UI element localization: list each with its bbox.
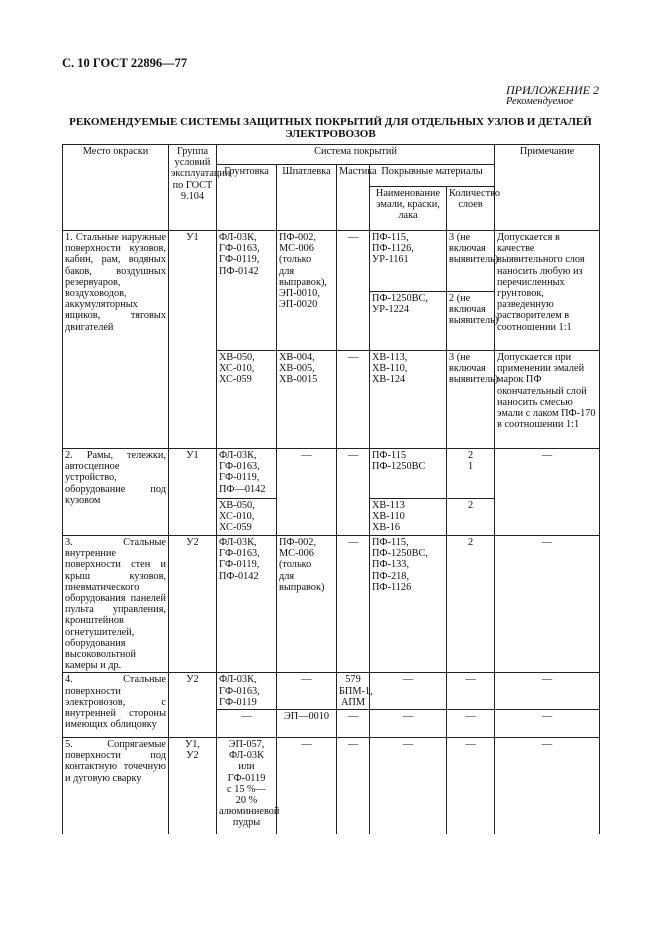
row3-putty: ПФ-002, МС-006 (только для выправок) (277, 536, 337, 673)
row3-enamel: ПФ-115, ПФ-1250ВС, ПФ-133, ПФ-218, ПФ-1126 (370, 536, 447, 673)
title-line-1: РЕКОМЕНДУЕМЫЕ СИСТЕМЫ ЗАЩИТНЫХ ПОКРЫТИЙ ДЛЯ ОТДЕЛЬНЫХ УЗЛОВ И ДЕТАЛЕЙ (69, 116, 592, 128)
appendix-subtitle: Рекомендуемое (506, 96, 574, 107)
row2-layers-a: 2 1 (447, 449, 495, 499)
header-enamel-name: Наименование эмали, краски, лака (370, 187, 447, 231)
row4-putty: — (277, 673, 337, 710)
row4-primer: ФЛ-03К, ГФ-0163, ГФ-0119 (217, 673, 277, 710)
row4-mastic-b: — (337, 710, 370, 738)
row4-enamel-b: — (370, 710, 447, 738)
row1-layers-a1: 3 (не включая выявитель) (447, 231, 495, 292)
row5-putty: — (277, 738, 337, 834)
header-layers: Количество слоев (447, 187, 495, 231)
row3-primer: ФЛ-03К, ГФ-0163, ГФ-0119, ПФ-0142 (217, 536, 277, 673)
row5-enamel: — (370, 738, 447, 834)
header-place: Место окраски (63, 145, 169, 231)
row1-group: У1 (169, 231, 217, 449)
row4-putty-b: ЭП—0010 (277, 710, 337, 738)
row5-note: — (495, 738, 600, 834)
row1-note-2: Допускается при применении эмалей марок ПФ окончательный слой наносить смесью эмали с лаком ПФ-170 в соотношении 1:1 (495, 351, 600, 449)
row1-putty-b: ХВ-004, ХВ-005, ХВ-0015 (277, 351, 337, 449)
row2-note: — (495, 449, 600, 536)
row3-place: 3. Стальные внутренние поверхности стен и крыш кузовов, пневматического оборудования панелей пульта управления, кронштейнов огнетушителей, оборудования высоковольтной камеры и др. (63, 536, 169, 673)
row2-primer-a: ФЛ-03К, ГФ-0163, ГФ-0119, ПФ—0142 (217, 449, 277, 499)
row3-note: — (495, 536, 600, 673)
row1-layers-a2: 2 (не включая выявитель) (447, 292, 495, 351)
row5-group: У1, У2 (169, 738, 217, 834)
row3-layers: 2 (447, 536, 495, 673)
row4-layers: — (447, 673, 495, 710)
row5-place: 5. Сопрягаемые поверхности под контактную точечную и дуговую сварку (63, 738, 169, 834)
row4-note-b: — (495, 710, 600, 738)
row1-enamel-a1: ПФ-115, ПФ-1126, УР-1161 (370, 231, 447, 292)
header-mastic: Мастика (337, 165, 370, 231)
row4-group: У2 (169, 673, 217, 738)
row2-primer-b: ХВ-050, ХС-010, ХС-059 (217, 499, 277, 536)
coatings-table (62, 144, 600, 834)
row2-group: У1 (169, 449, 217, 536)
row1-primer-a: ФЛ-03К, ГФ-0163, ГФ-0119, ПФ-0142 (217, 231, 277, 351)
row2-layers-b: 2 (447, 499, 495, 536)
title-line-2: ЭЛЕКТРОВОЗОВ (285, 128, 376, 140)
header-putty: Шпатлевка (277, 165, 337, 231)
row1-place: 1. Стальные наружные поверхности кузовов, кабин, рам, водяных баков, воздушных резервуаров, воздуховодов, аккумуляторных ящиков, тяговых двигателей (63, 231, 169, 449)
row2-place: 2. Рамы, тележки, автосцепное устройство, оборудование под кузовом (63, 449, 169, 536)
row1-layers-b: 3 (не включая выявитель) (447, 351, 495, 449)
row5-layers: — (447, 738, 495, 834)
row1-mastic-b: — (337, 351, 370, 449)
row5-mastic: — (337, 738, 370, 834)
row4-primer-b: — (217, 710, 277, 738)
header-coating: Покрывные материалы (370, 165, 495, 187)
row4-note: — (495, 673, 600, 710)
row4-place: 4. Стальные поверхности электровозов, с внутренней стороны имеющих облицовку (63, 673, 169, 738)
appendix-label (506, 85, 599, 107)
row4-mastic: 579 БПМ-1, АПМ (337, 673, 370, 710)
header-group: Группа условий эксплуатации по ГОСТ 9.104 (169, 145, 217, 231)
row1-mastic-a: — (337, 231, 370, 351)
header-system: Система покрытий (217, 145, 495, 165)
appendix-title: ПРИЛОЖЕНИЕ 2 (506, 83, 599, 97)
document-title (62, 116, 599, 140)
row2-enamel-b: ХВ-113 ХВ-110 ХВ-16 (370, 499, 447, 536)
row2-mastic: — (337, 449, 370, 536)
row1-putty-a: ПФ-002, МС-006 (только для выправок), ЭП-0010, ЭП-0020 (277, 231, 337, 351)
row3-group: У2 (169, 536, 217, 673)
row4-layers-b: — (447, 710, 495, 738)
row4-enamel: — (370, 673, 447, 710)
header-primer: Грунтовка (217, 165, 277, 231)
row2-enamel-a: ПФ-115 ПФ-1250ВС (370, 449, 447, 499)
row1-primer-b: ХВ-050, ХС-010, ХС-059 (217, 351, 277, 449)
row1-enamel-a2: ПФ-1250ВС, УР-1224 (370, 292, 447, 351)
page-header: С. 10 ГОСТ 22896—77 (62, 56, 188, 70)
row3-mastic: — (337, 536, 370, 673)
row2-putty: — (277, 449, 337, 536)
header-note: Примечание (495, 145, 600, 231)
row1-enamel-b: ХВ-113, ХВ-110, ХВ-124 (370, 351, 447, 449)
row5-primer: ЭП-057, ФЛ-03К или ГФ-0119 с 15 %— 20 % алюминиевой пудры (217, 738, 277, 834)
row1-note-1: Допускается в качестве выявительного слоя наносить любую из перечисленных грунтовок, разведенную растворителем в соотношении 1:1 (495, 231, 600, 351)
